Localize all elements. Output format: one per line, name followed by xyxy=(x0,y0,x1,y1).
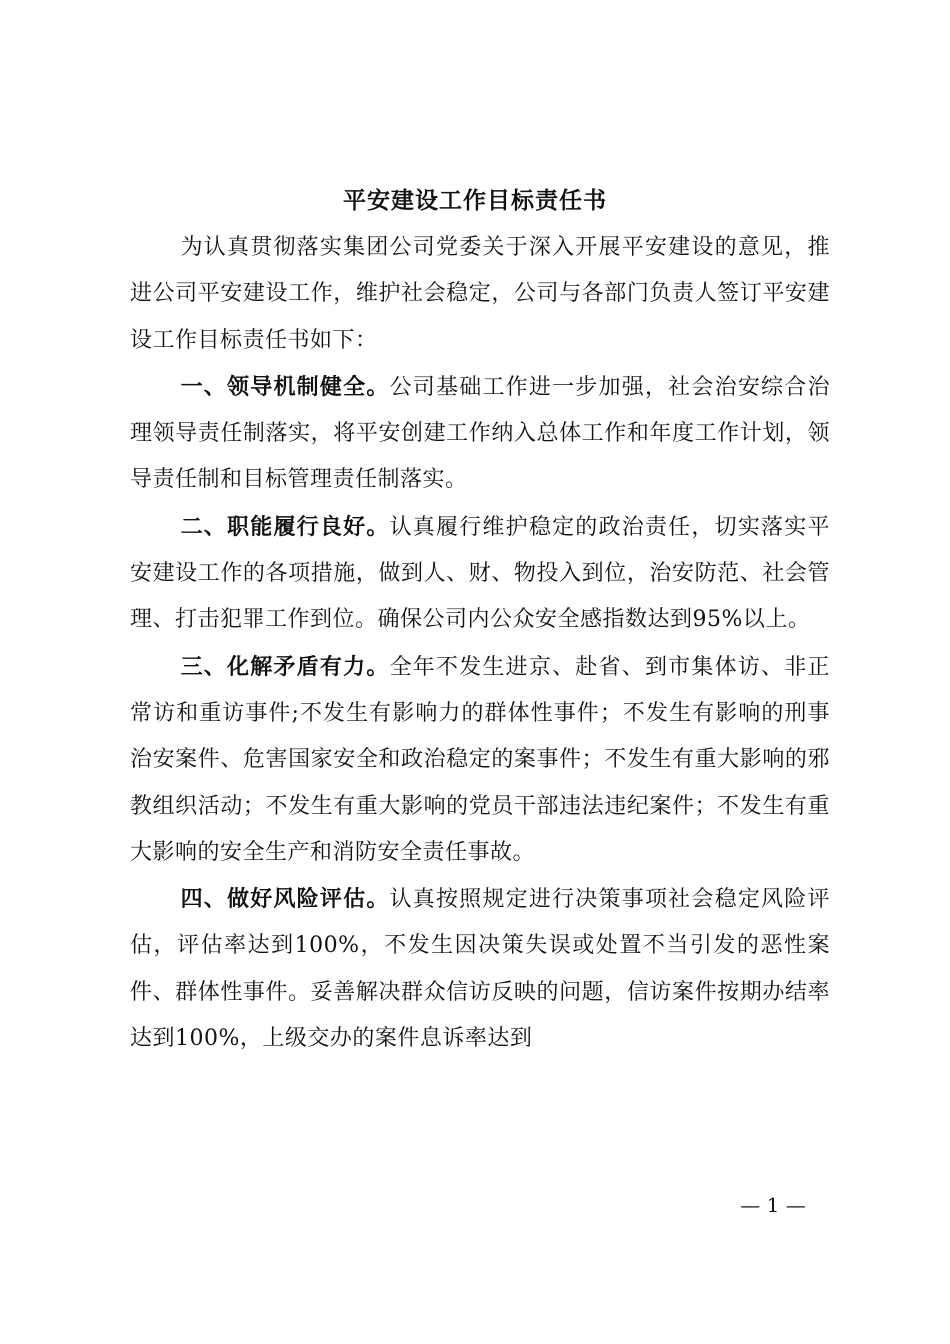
paragraph-heading: 四、做好风险评估。 xyxy=(180,886,390,913)
paragraph-conflicts xyxy=(130,644,830,876)
paragraph-heading: 一、领导机制健全。 xyxy=(180,373,390,400)
paragraph-intro xyxy=(130,225,830,364)
page-number: — 1 — xyxy=(740,1193,806,1217)
paragraph-risk-assessment xyxy=(130,876,830,1062)
paragraph-text: 认真履行维护稳定的政治责任，切实落实平安建设工作的各项措施，做到人、财、物投入到位，治安防范、社会管理、打击犯罪工作到位。确保公司内公众安全感指数达到95%以上。 xyxy=(130,514,830,633)
paragraph-heading: 二、职能履行良好。 xyxy=(180,513,390,540)
document-title: 平安建设工作目标责任书 xyxy=(343,187,607,214)
document-body xyxy=(130,225,830,1062)
paragraph-duties xyxy=(130,504,830,644)
paragraph-text: 全年不发生进京、赴省、到市集体访、非正常访和重访事件;不发生有影响力的群体性事件；不发生有影响的刑事治安案件、危害国家安全和政治稳定的案事件；不发生有重大影响的邪教组织活动；不发生有重大影响的党员干部违法违纪案件；不发生有重大影响的安全生产和消防安全责任事故。 xyxy=(130,654,830,865)
paragraph-text: 为认真贯彻落实集团公司党委关于深入开展平安建设的意见，推进公司平安建设工作，维护社会稳定，公司与各部门负责人签订平安建设工作目标责任书如下： xyxy=(130,235,830,353)
paragraph-text: 认真按照规定进行决策事项社会稳定风险评估，评估率达到100%，不发生因决策失误或处置不当引发的恶性案件、群体性事件。妥善解决群众信访反映的问题，信访案件按期办结率达到100%，上级交办的案件息诉率达到 xyxy=(130,887,830,1052)
paragraph-leadership xyxy=(130,364,830,504)
paragraph-text: 公司基础工作进一步加强，社会治安综合治理领导责任制落实，将平安创建工作纳入总体工作和年度工作计划，领导责任制和目标管理责任制落实。 xyxy=(130,374,830,493)
paragraph-heading: 三、化解矛盾有力。 xyxy=(180,653,390,680)
